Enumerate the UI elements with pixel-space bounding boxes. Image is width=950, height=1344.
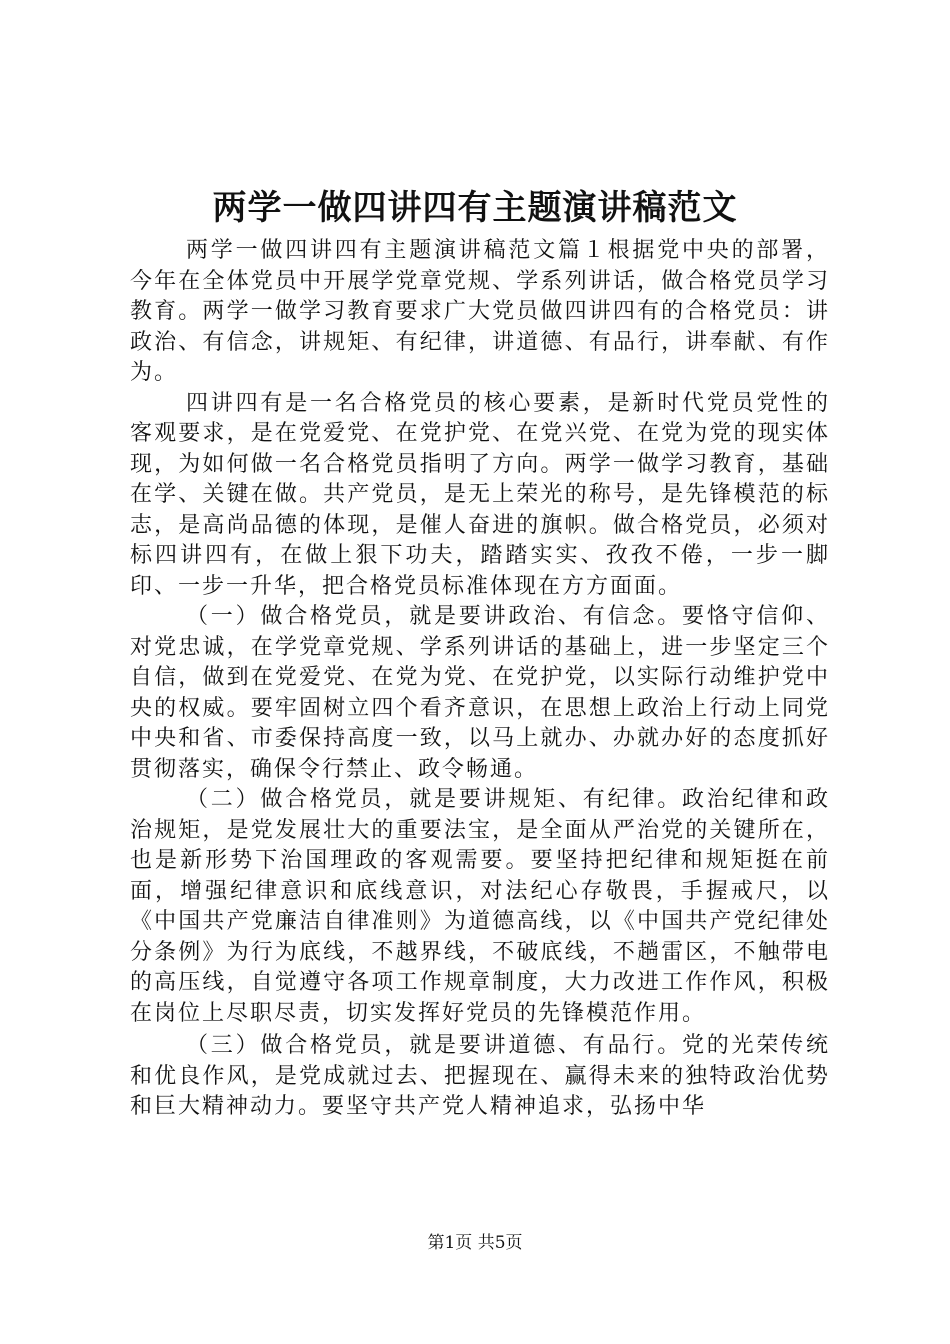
paragraph-section-three: （三）做合格党员，就是要讲道德、有品行。党的光荣传统和优良作风，是党成就过去、把握现在、赢得未来的独特政治优势和巨大精神动力。要坚守共产党人精神追求，弘扬中华 (130, 1033, 830, 1119)
paragraph-four-requirements: 四讲四有是一名合格党员的核心要素，是新时代党员党性的客观要求，是在党爱党、在党护党、在党兴党、在党为党的现实体现，为如何做一名合格党员指明了方向。两学一做学习教育，基础在学、关键在做。共产党员，是无上荣光的称号，是先锋模范的标志，是高尚品德的体现，是催人奋进的旗帜。做合格党员，必须对标四讲四有，在做上狠下功夫，踏踏实实、孜孜不倦，一步一脚印、一步一升华，把合格党员标准体现在方方面面。 (130, 390, 830, 599)
paragraph-section-two: （二）做合格党员，就是要讲规矩、有纪律。政治纪律和政治规矩，是党发展壮大的重要法宝，是全面从严治党的关键所在，也是新形势下治国理政的客观需要。要坚持把纪律和规矩挺在前面，增强纪律意识和底线意识，对法纪心存敬畏，手握戒尺，以《中国共产党廉洁自律准则》为道德高线，以《中国共产党纪律处分条例》为行为底线，不越界线，不破底线，不趟雷区，不触带电的高压线，自觉遵守各项工作规章制度，大力改进工作作风，积极在岗位上尽职尽责，切实发挥好党员的先锋模范作用。 (130, 787, 830, 1026)
page-number-footer: 第1页 共5页 (427, 1233, 523, 1253)
document-body (130, 236, 830, 1123)
paragraph-section-one: （一）做合格党员，就是要讲政治、有信念。要恪守信仰、对党忠诚，在学党章党规、学系列讲话的基础上，进一步坚定三个自信，做到在党爱党、在党为党、在党护党，以实际行动维护党中央的权威。要牢固树立四个看齐意识，在思想上政治上行动上同党中央和省、市委保持高度一致，以马上就办、办就办好的态度抓好贯彻落实，确保令行禁止、政令畅通。 (130, 604, 830, 782)
paragraph-intro: 两学一做四讲四有主题演讲稿范文篇１根据党中央的部署，今年在全体党员中开展学党章党规、学系列讲话，做合格党员学习教育。两学一做学习教育要求广大党员做四讲四有的合格党员：讲政治、有信念，讲规矩、有纪律，讲道德、有品行，讲奉献、有作为。 (130, 238, 830, 385)
document-title: 两学一做四讲四有主题演讲稿范文 (212, 188, 738, 228)
